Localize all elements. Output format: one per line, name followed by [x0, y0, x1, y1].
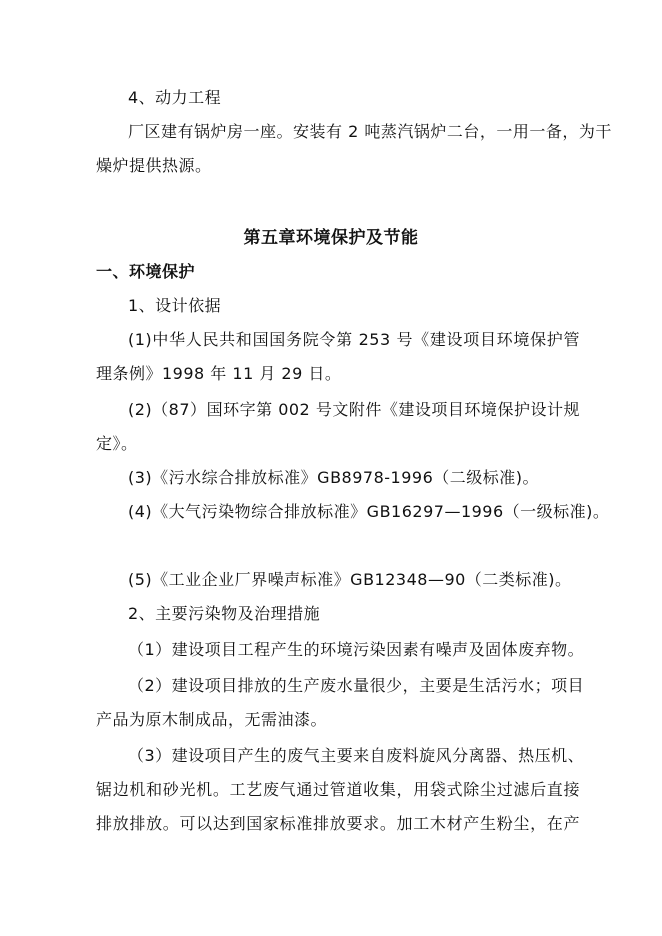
section-environment-title: 一、环境保护	[96, 262, 196, 281]
design-basis-item5: (5)《工业企业厂界噪声标准》GB12348—90（二类标准)。	[128, 570, 572, 589]
pollutants-item3-line1: （3）建设项目产生的废气主要来自废料旋风分离器、热压机、	[128, 746, 585, 765]
design-basis-item1-line1: (1)中华人民共和国国务院令第 253 号《建设项目环境保护管	[128, 330, 580, 349]
design-basis-item4: (4)《大气污染物综合排放标准》GB16297—1996（一级标准)。	[128, 502, 610, 521]
design-basis-item2-line1: (2)（87）国环字第 002 号文附件《建设项目环境保护设计规	[128, 400, 580, 419]
pollutants-title: 2、主要污染物及治理措施	[128, 604, 321, 623]
design-basis-item1-line2: 理条例》1998 年 11 月 29 日。	[96, 364, 342, 383]
pollutants-item3-line3: 排放排放。可以达到国家标准排放要求。加工木材产生粉尘，在产	[96, 814, 580, 833]
chapter-title: 第五章环境保护及节能	[243, 228, 419, 248]
design-basis-item2-line2: 定》。	[96, 434, 138, 453]
power-section-text-line1: 厂区建有锅炉房一座。安装有 2 吨蒸汽锅炉二台，一用一备，为干	[128, 122, 612, 141]
pollutants-item3-line2: 锯边机和砂光机。工艺废气通过管道收集，用袋式除尘过滤后直接	[96, 780, 580, 799]
pollutants-item2-line2: 产品为原木制成品，无需油漆。	[96, 710, 328, 729]
power-section-text-line2: 燥炉提供热源。	[96, 156, 212, 175]
power-section-title: 4、动力工程	[128, 88, 222, 107]
pollutants-item2-line1: （2）建设项目排放的生产废水量很少，主要是生活污水；项目	[128, 676, 585, 695]
pollutants-item1: （1）建设项目工程产生的环境污染因素有噪声及固体废弃物。	[128, 640, 585, 659]
design-basis-title: 1、设计依据	[128, 296, 222, 315]
design-basis-item3: (3)《污水综合排放标准》GB8978-1996（二级标准)。	[128, 468, 539, 487]
